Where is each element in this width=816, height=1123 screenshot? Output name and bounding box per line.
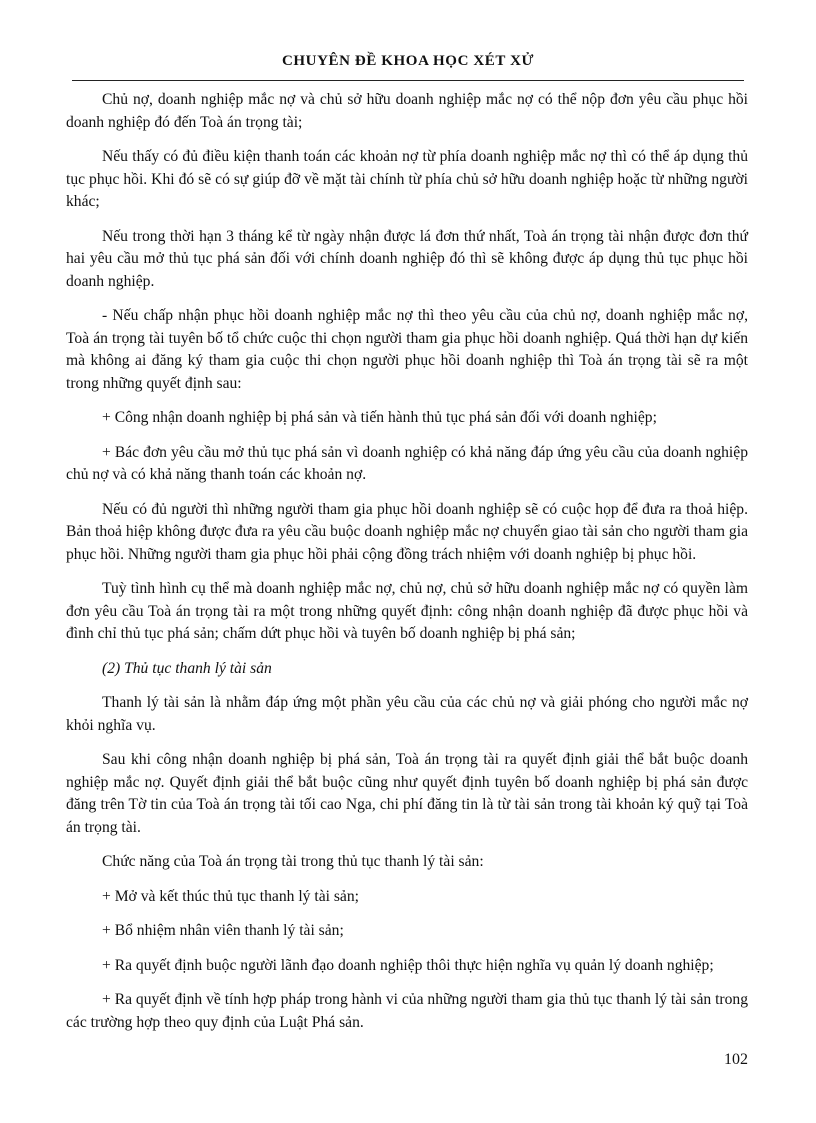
section-subheading: (2) Thủ tục thanh lý tài sản xyxy=(102,659,272,677)
body-text xyxy=(66,89,748,1046)
header-divider xyxy=(72,80,744,81)
paragraph: Thanh lý tài sản là nhằm đáp ứng một phần yêu cầu của các chủ nợ và giải phóng cho người mắc nợ khỏi nghĩa vụ. xyxy=(66,694,748,734)
page-number: 102 xyxy=(724,1051,748,1068)
paragraph: + Ra quyết định về tính hợp pháp trong hành vi của những người tham gia thủ tục thanh lý tài sản trong các trường hợp theo quy định của Luật Phá sản. xyxy=(66,991,748,1031)
paragraph: Nếu thấy có đủ điều kiện thanh toán các khoản nợ từ phía doanh nghiệp mắc nợ thì có thể áp dụng thủ tục phục hồi. Khi đó sẽ có sự giúp đỡ về mặt tài chính từ phía chủ sở hữu doanh nghiệp hoặc từ những người khác; xyxy=(66,148,748,210)
paragraph: + Mở và kết thúc thủ tục thanh lý tài sản; xyxy=(102,887,359,905)
paragraph: Nếu có đủ người thì những người tham gia phục hồi doanh nghiệp sẽ có cuộc họp để đưa ra thoả hiệp. Bản thoả hiệp không được đưa ra yêu cầu buộc doanh nghiệp mắc nợ chuyển giao tài sản cho người tham gia phục hồi. Những người tham gia phục hồi phải cộng đồng trách nhiệm với doanh nghiệp bị phục hồi. xyxy=(66,500,748,563)
paragraph: + Công nhận doanh nghiệp bị phá sản và tiến hành thủ tục phá sản đối với doanh nghiệp; xyxy=(102,409,657,426)
running-header: CHUYÊN ĐỀ KHOA HỌC XÉT XỬ xyxy=(281,53,535,69)
paragraph: Sau khi công nhận doanh nghiệp bị phá sản, Toà án trọng tài ra quyết định giải thể bắt buộc doanh nghiệp mắc nợ. Quyết định giải thể bắt buộc cũng như quyết định tuyên bố doanh nghiệp bị phá sản được đăng trên Tờ tin của Toà án trọng tài tối cao Nga, chi phí đăng tin là từ tài sản trong tài khoản ký quỹ tại Toà án trọng tài. xyxy=(66,751,748,836)
paragraph: Tuỳ tình hình cụ thể mà doanh nghiệp mắc nợ, chủ nợ, chủ sở hữu doanh nghiệp mắc nợ có quyền làm đơn yêu cầu Toà án trọng tài ra một trong những quyết định: công nhận doanh nghiệp đã được phục hồi và đình chỉ thủ tục phá sản; chấm dứt phục hồi và tuyên bố doanh nghiệp bị phá sản; xyxy=(66,580,748,642)
paragraph: Chủ nợ, doanh nghiệp mắc nợ và chủ sở hữu doanh nghiệp mắc nợ có thể nộp đơn yêu cầu phục hồi doanh nghiệp đó đến Toà án trọng tài; xyxy=(66,91,748,131)
paragraph: Chức năng của Toà án trọng tài trong thủ tục thanh lý tài sản: xyxy=(102,853,484,870)
paragraph: Nếu trong thời hạn 3 tháng kể từ ngày nhận được lá đơn thứ nhất, Toà án trọng tài nhận được đơn thứ hai yêu cầu mở thủ tục phá sản đối với chính doanh nghiệp đó thì sẽ không được áp dụng thủ tục phục hồi doanh nghiệp. xyxy=(66,227,748,290)
paragraph: + Ra quyết định buộc người lãnh đạo doanh nghiệp thôi thực hiện nghĩa vụ quản lý doanh nghiệp; xyxy=(102,956,714,974)
paragraph: + Bác đơn yêu cầu mở thủ tục phá sản vì doanh nghiệp có khả năng đáp ứng yêu cầu của doanh nghiệp chủ nợ và có khả năng thanh toán các khoản nợ. xyxy=(66,443,748,483)
paragraph: - Nếu chấp nhận phục hồi doanh nghiệp mắc nợ thì theo yêu cầu của chủ nợ, doanh nghiệp mắc nợ, Toà án trọng tài tuyên bố tổ chức cuộc thi chọn người tham gia phục hồi doanh nghiệp. Quá thời hạn dự kiến mà không ai đăng ký tham gia cuộc thi chọn người phục hồi doanh nghiệp thì Toà án trọng tài sẽ ra một trong những quyết định sau: xyxy=(66,307,748,392)
paragraph: + Bổ nhiệm nhân viên thanh lý tài sản; xyxy=(102,922,344,939)
